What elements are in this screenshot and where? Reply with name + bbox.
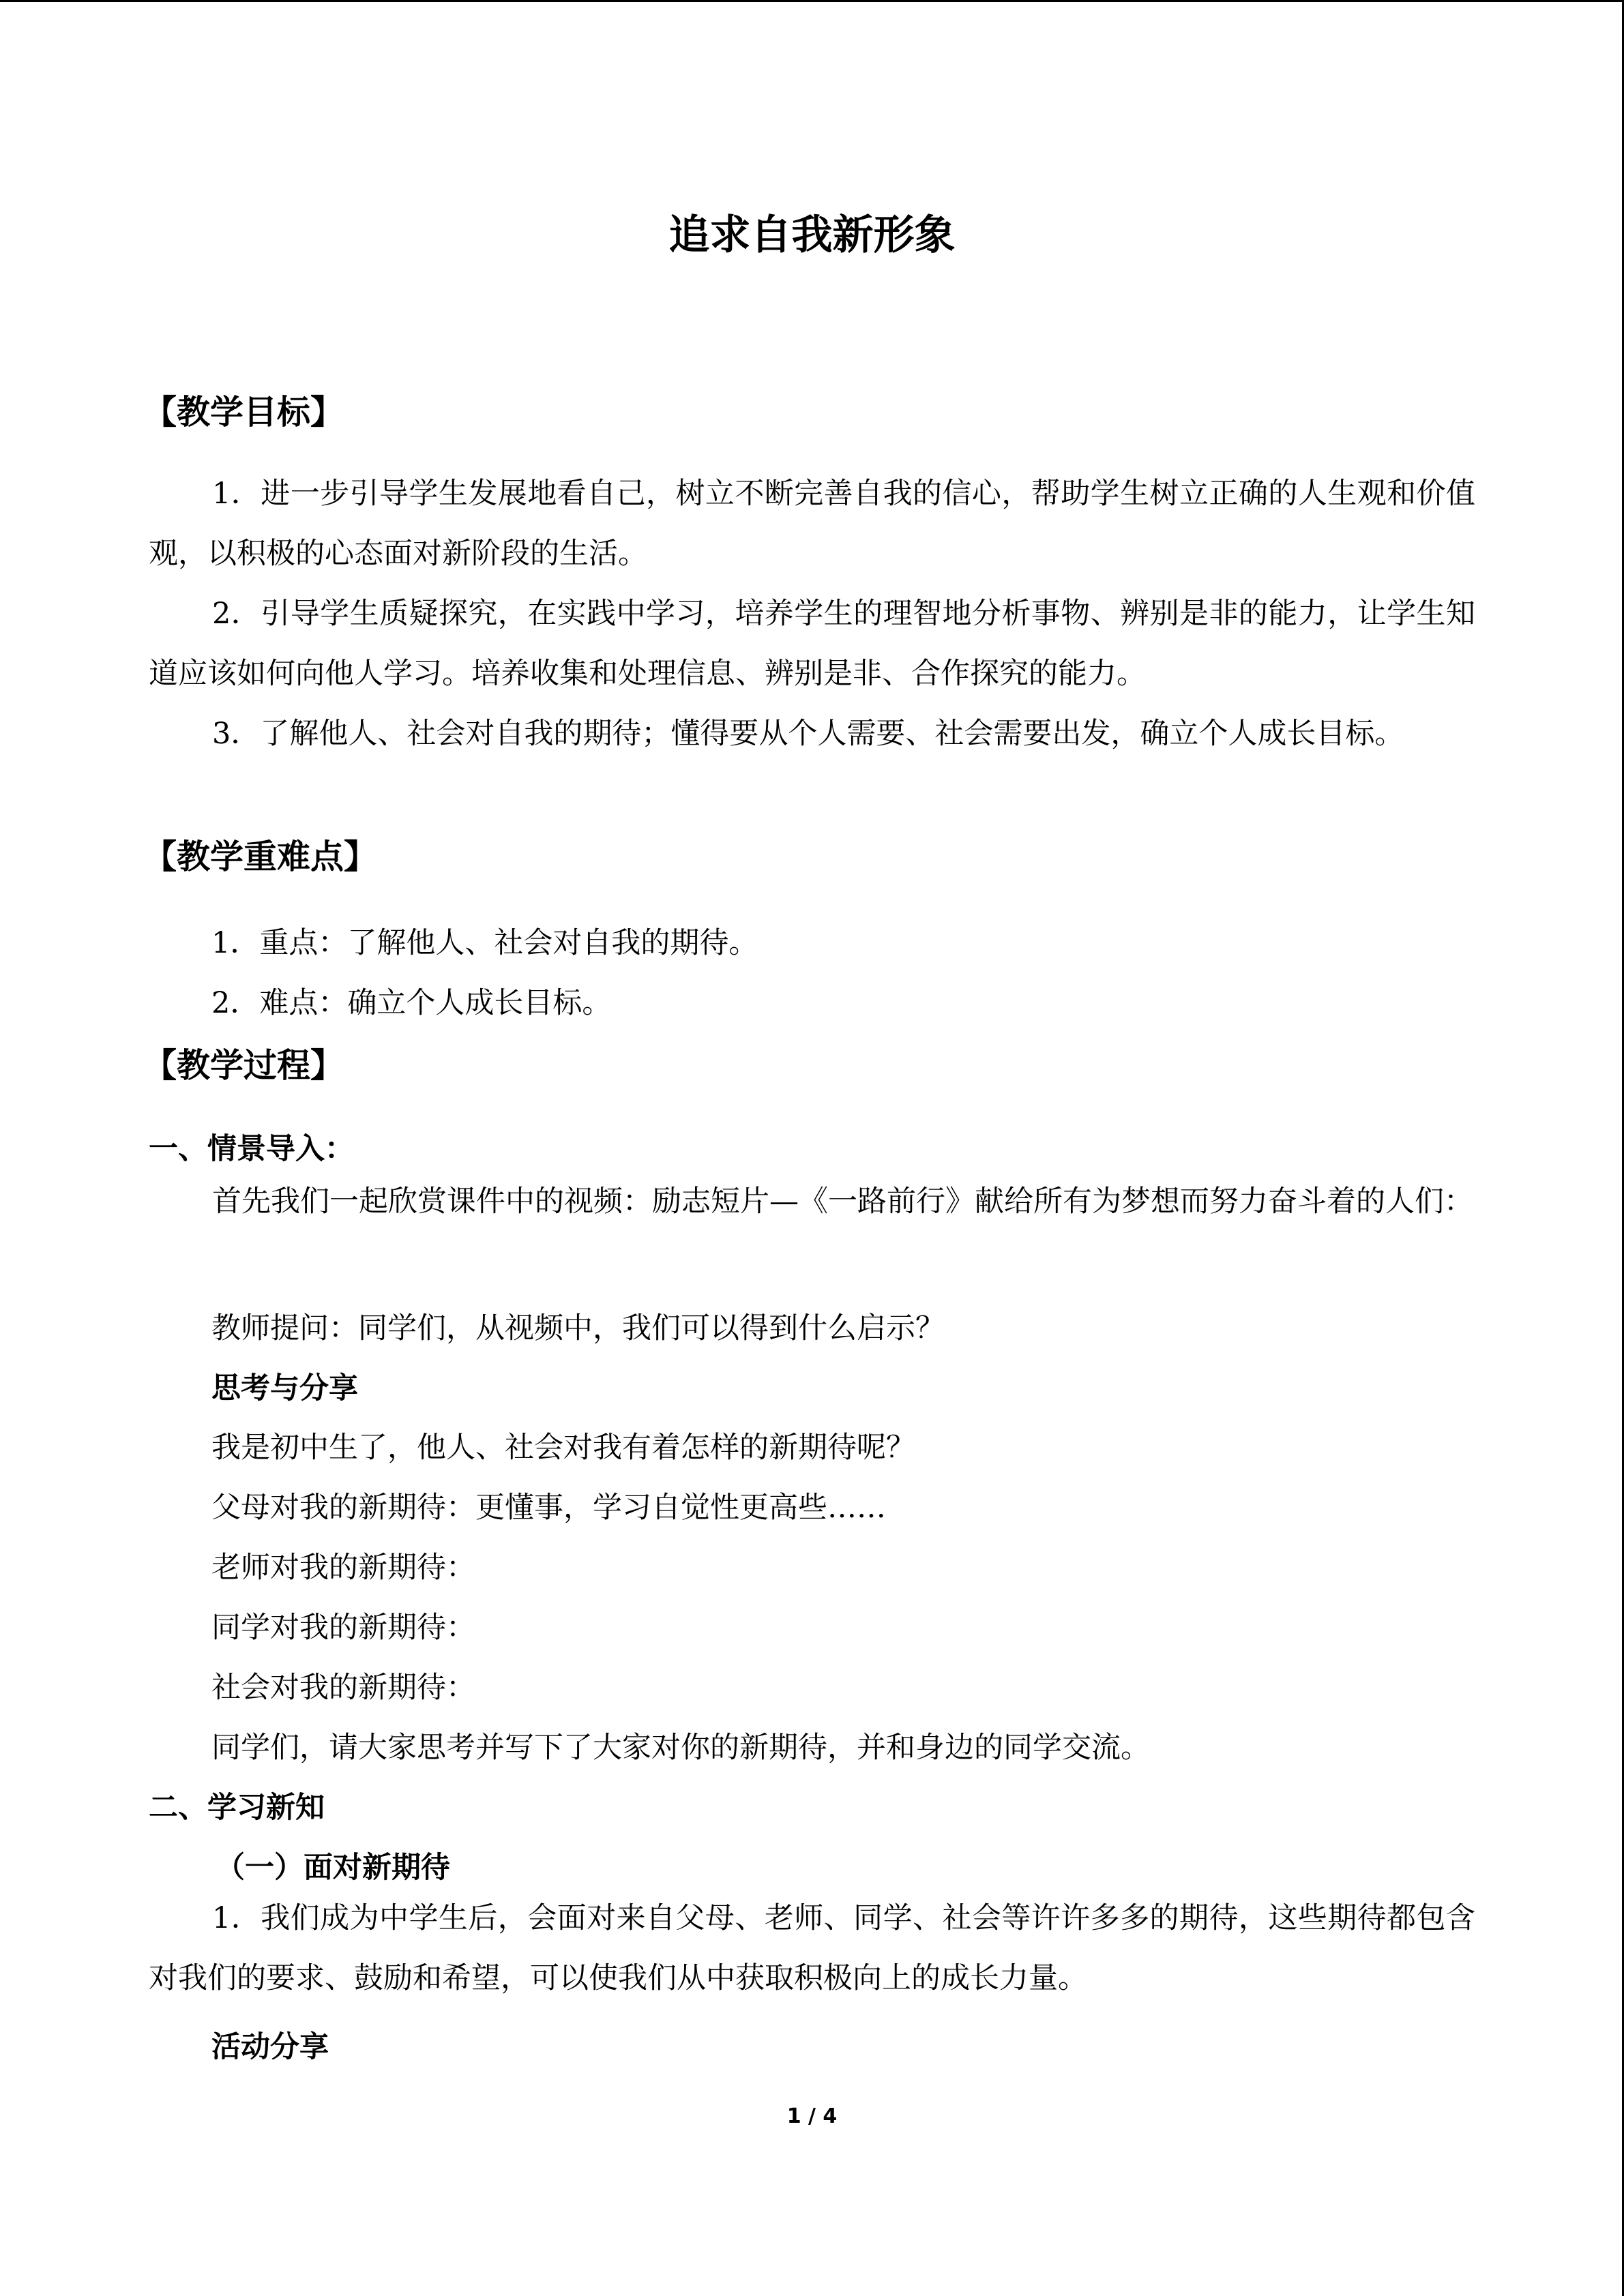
new-knowledge-subheading: （一）面对新期待 xyxy=(216,1851,450,1885)
objective-item-1: 1．进一步引导学生发展地看自己，树立不断完善自我的信心，帮助学生树立正确的人生观和价值观，以积极的心态面对新阶段的生活。 xyxy=(149,477,1475,571)
key-point-item-2: 2．难点：确立个人成长目标。 xyxy=(211,986,612,1020)
think-share-heading: 思考与分享 xyxy=(211,1371,358,1405)
document-title: 追求自我新形象 xyxy=(668,211,956,259)
page-number: 1 / 4 xyxy=(786,2104,838,2128)
think-line-5: 社会对我的新期待： xyxy=(211,1671,475,1705)
section-heading-key-points: 【教学重难点】 xyxy=(143,837,378,876)
intro-paragraph: 首先我们一起欣赏课件中的视频：励志短片—《一路前行》献给所有为梦想而努力奋斗着的人们： xyxy=(212,1184,1473,1219)
section-heading-objectives: 【教学目标】 xyxy=(143,393,344,432)
think-line-2: 父母对我的新期待：更懂事，学习自觉性更高些…… xyxy=(211,1491,886,1525)
think-line-4: 同学对我的新期待： xyxy=(211,1611,475,1645)
objective-item-3: 3．了解他人、社会对自我的期待；懂得要从个人需要、社会需要出发，确立个人成长目标。 xyxy=(212,717,1404,751)
section-heading-process: 【教学过程】 xyxy=(143,1046,344,1085)
intro-heading: 一、情景导入： xyxy=(149,1132,354,1166)
think-line-3: 老师对我的新期待： xyxy=(211,1551,475,1585)
key-point-item-1: 1．重点：了解他人、社会对自我的期待。 xyxy=(211,926,758,960)
think-line-6: 同学们，请大家思考并写下了大家对你的新期待，并和身边的同学交流。 xyxy=(211,1731,1150,1765)
think-line-1: 我是初中生了，他人、社会对我有着怎样的新期待呢？ xyxy=(211,1431,915,1465)
activity-share-heading: 活动分享 xyxy=(211,2030,329,2064)
objective-item-2: 2．引导学生质疑探究，在实践中学习，培养学生的理智地分析事物、辨别是非的能力，让学生知道应该如何向他人学习。培养收集和处理信息、辨别是非、合作探究的能力。 xyxy=(149,597,1475,691)
new-knowledge-heading: 二、学习新知 xyxy=(149,1791,325,1825)
intro-question: 教师提问：同学们，从视频中，我们可以得到什么启示？ xyxy=(211,1311,945,1345)
new-knowledge-paragraph: 1．我们成为中学生后，会面对来自父母、老师、同学、社会等许许多多的期待，这些期待都包含对我们的要求、鼓励和希望，可以使我们从中获取积极向上的成长力量。 xyxy=(149,1901,1475,1995)
